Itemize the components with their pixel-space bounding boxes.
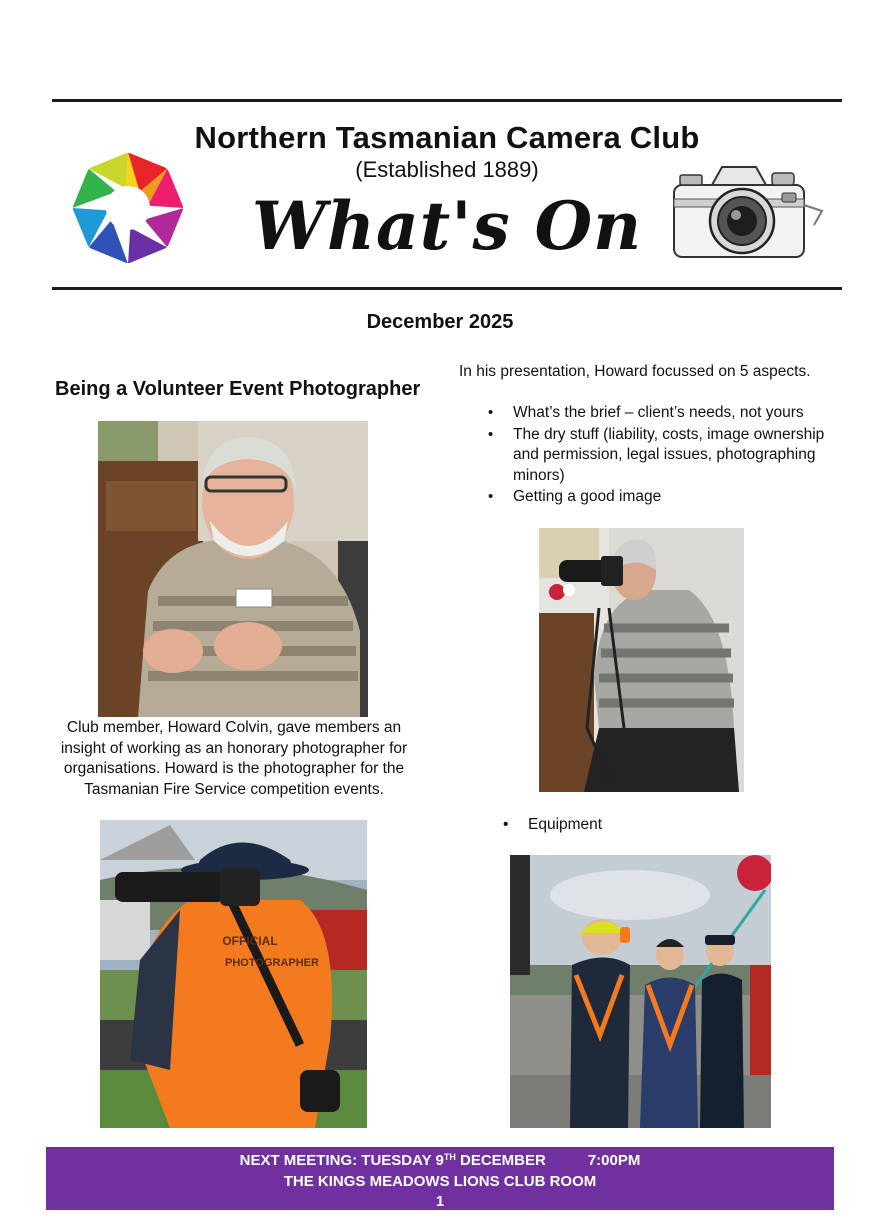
photo-caption: Club member, Howard Colvin, gave members an insight of working as an honorary photographer for organisations. Howard is the photographer for the Tasmanian Fire Service competition events. (60, 719, 408, 798)
list-item: • The dry stuff (liability, costs, image ownership and permission, legal issues, photographing minors) (488, 425, 828, 487)
article-title: Being a Volunteer Event Photographer (55, 378, 421, 400)
club-name: Northern Tasmanian Camera Club (194, 120, 700, 155)
presentation-intro: In his presentation, Howard focussed on 5 aspects. (459, 363, 811, 380)
header-bottom-rule (52, 287, 842, 290)
list-item: • What’s the brief – client’s needs, not yours (488, 403, 828, 424)
header-top-rule (52, 99, 842, 102)
aspects-list (488, 403, 828, 509)
next-meeting-date: NEXT MEETING: TUESDAY 9 (239, 1152, 444, 1169)
camera-sketch-icon (664, 155, 832, 267)
equipment-item: • Equipment (503, 816, 602, 834)
howard-presenting-photo (98, 421, 368, 717)
established-year: (Established 1889) (355, 157, 539, 182)
fire-crew-photo (510, 855, 771, 1128)
vest-text-official: OFFICIAL (222, 934, 278, 948)
next-meeting-month: DECEMBER (455, 1152, 546, 1169)
meeting-venue: THE KINGS MEADOWS LIONS CLUB ROOM (283, 1172, 597, 1190)
list-item: • Getting a good image (488, 487, 828, 508)
next-meeting-line (46, 1147, 834, 1172)
page-number: 1 (435, 1193, 445, 1210)
meeting-time: 7:00PM (587, 1152, 641, 1169)
vest-text-photographer: PHOTOGRAPHER (225, 957, 319, 969)
date-suffix: TH (443, 1152, 456, 1162)
masthead (52, 103, 842, 287)
footer-banner (46, 1147, 834, 1210)
howard-shooting-photo (539, 528, 744, 792)
official-photographer-photo (100, 820, 367, 1128)
newsletter-title: What's On (251, 187, 643, 265)
issue-date: December 2025 (366, 311, 514, 333)
